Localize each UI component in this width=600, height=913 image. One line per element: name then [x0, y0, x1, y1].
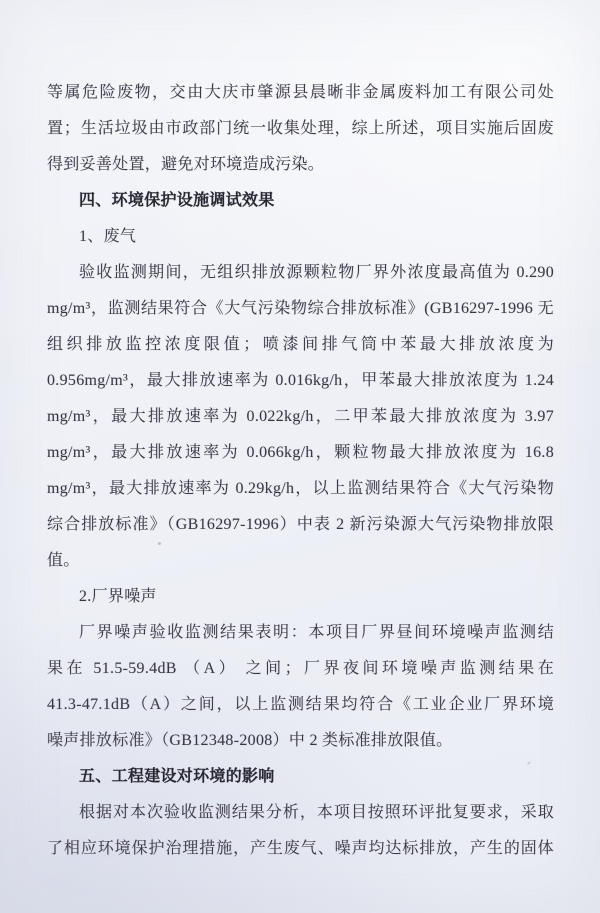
text-line: 噪声排放标准》（GB12348-2008）中 2 类标准排放限值。 [47, 732, 453, 749]
paragraph-environmental-impact [47, 795, 554, 867]
text-line: 验收监测期间，无组织排放源颗粒物厂界外浓度最高值为 0.290 [79, 264, 554, 281]
text-line: 组织排放监控浓度限值；喷漆间排气筒中苯最大排放浓度为 [47, 336, 554, 353]
paragraph-solid-waste-disposal [47, 75, 554, 183]
text-line: 等属危险废物，交由大庆市肇源县晨晰非金属废料加工有限公司处 [47, 84, 554, 101]
text-line: 厂界噪声验收监测结果表明：本项目厂界昼间环境噪声监测结 [79, 624, 554, 641]
subsection-heading-boundary-noise: 2.厂界噪声 [79, 588, 157, 605]
text-line: mg/m³，最大排放速率为 0.022kg/h，二甲苯最大排放浓度为 3.97 [47, 408, 554, 425]
paragraph-noise-monitoring [47, 615, 554, 759]
section-heading-4: 四、环境保护设施调试效果 [79, 192, 275, 209]
text-line: 综合排放标准》（GB16297-1996）中表 2 新污染源大气污染物排放限 [47, 516, 554, 533]
subsection-heading-waste-gas: 1、废气 [79, 228, 137, 245]
paragraph-waste-gas-monitoring [47, 255, 554, 579]
text-line: 了相应环境保护治理措施，产生废气、噪声均达标排放，产生的固体 [47, 840, 554, 857]
text-line: mg/m³，最大排放速率为 0.29kg/h，以上监测结果符合《大气污染物 [47, 480, 554, 497]
section-heading-5: 五、工程建设对环境的影响 [79, 768, 275, 785]
text-line: 根据对本次验收监测结果分析，本项目按照环评批复要求，采取 [79, 804, 554, 821]
text-line: 得到妥善处置，避免对环境造成污染。 [47, 156, 325, 173]
text-line: 置；生活垃圾由市政部门统一收集处理，综上所述，项目实施后固废 [47, 120, 554, 137]
text-line: mg/m³，最大排放速率为 0.066kg/h，颗粒物最大排放浓度为 16.8 [47, 444, 554, 461]
scan-speck [158, 542, 161, 545]
document-text-area [47, 75, 554, 867]
text-line: 0.956mg/m³，最大排放速率为 0.016kg/h，甲苯最大排放浓度为 1.24 [47, 372, 554, 389]
text-line: mg/m³，监测结果符合《大气污染物综合排放标准》(GB16297-1996 无 [47, 300, 554, 317]
text-line: 值。 [47, 552, 80, 569]
text-line: 41.3-47.1dB（A）之间，以上监测结果均符合《工业企业厂界环境 [47, 696, 554, 713]
text-line: 果在 51.5-59.4dB （A） 之间；厂界夜间环境噪声监测结果在 [47, 660, 554, 677]
